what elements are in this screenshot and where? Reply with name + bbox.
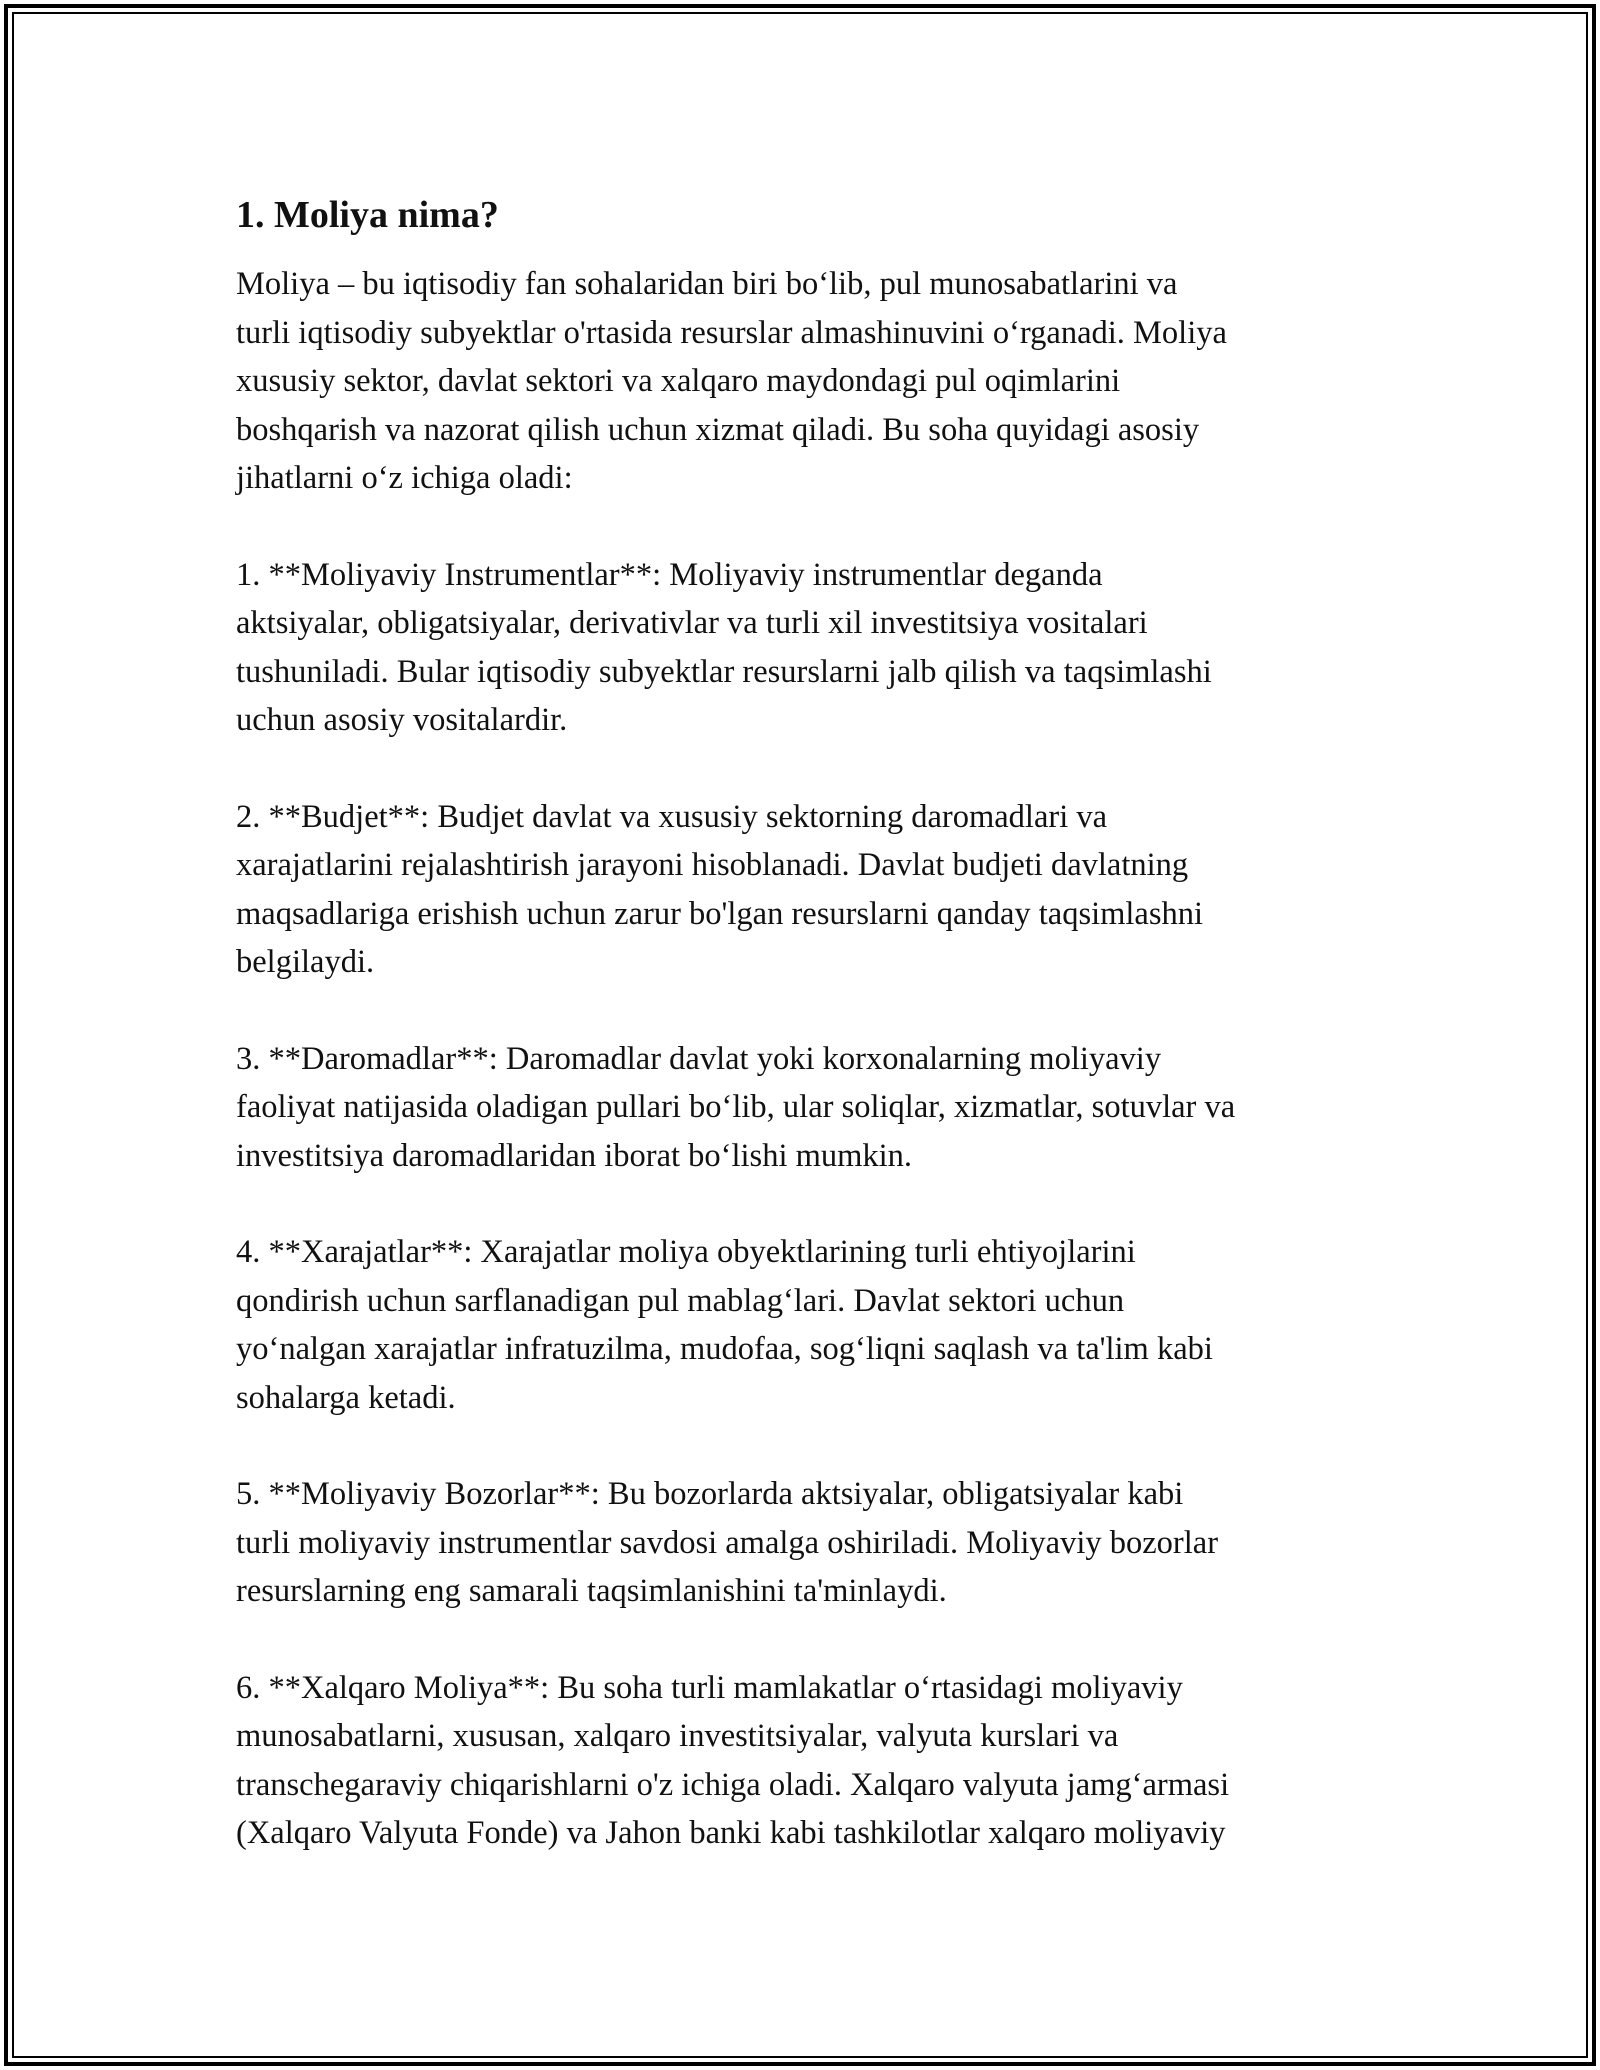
paragraph-line: qondirish uchun sarflanadigan pul mablag‘lari. Davlat sektori uchun xyxy=(236,1282,1125,1319)
document-heading: 1. Moliya nima? xyxy=(236,194,499,236)
paragraph-line: resurslarning eng samarali taqsimlanishini ta'minlaydi. xyxy=(236,1573,947,1609)
paragraph-line: belgilaydi. xyxy=(236,944,375,980)
paragraph-line: Moliya – bu iqtisodiy fan sohalaridan biri bo‘lib, pul munosabatlarini va xyxy=(236,266,1178,302)
paragraph-line: munosabatlarni, xususan, xalqaro investitsiyalar, valyuta kurslari va xyxy=(236,1718,1119,1754)
paragraph-line: xususiy sektor, davlat sektori va xalqaro maydondagi pul oqimlarini xyxy=(236,363,1121,399)
paragraph-line: yo‘nalgan xarajatlar infratuzilma, mudofaa, sog‘liqni saqlash va ta'lim kabi xyxy=(236,1331,1213,1367)
paragraph-line: tushuniladi. Bular iqtisodiy subyektlar resurslarni jalb qilish va taqsimlashi xyxy=(236,653,1212,690)
paragraph-line: 1. **Moliyaviy Instrumentlar**: Moliyaviy instrumentlar deganda xyxy=(236,556,1103,593)
item-instrumentlar xyxy=(236,551,1376,745)
paragraph-line: (Xalqaro Valyuta Fonde) va Jahon banki kabi tashkilotlar xalqaro moliyaviy xyxy=(236,1815,1226,1851)
paragraph-line: 4. **Xarajatlar**: Xarajatlar moliya obyektlarining turli ehtiyojlarini xyxy=(236,1234,1136,1270)
item-xalqaro-moliya xyxy=(236,1664,1376,1858)
paragraph-line: faoliyat natijasida oladigan pullari bo‘lib, ular soliqlar, xizmatlar, sotuvlar va xyxy=(236,1089,1236,1125)
intro-paragraph xyxy=(236,260,1376,503)
paragraph-line: maqsadlariga erishish uchun zarur bo'lgan resurslarni qanday taqsimlashni xyxy=(236,895,1204,932)
paragraph-line: xarajatlarini rejalashtirish jarayoni hisoblanadi. Davlat budjeti davlatning xyxy=(236,847,1189,883)
item-daromadlar xyxy=(236,1035,1376,1181)
paragraph-line: transchegaraviy chiqarishlarni o'z ichiga oladi. Xalqaro valyuta jamg‘armasi xyxy=(236,1766,1230,1803)
paragraph-line: 2. **Budjet**: Budjet davlat va xususiy sektorning daromadlari va xyxy=(236,798,1108,835)
paragraph-line: turli iqtisodiy subyektlar o'rtasida resurslar almashinuvini o‘rganadi. Moliya xyxy=(236,314,1227,351)
paragraph-line: 5. **Moliyaviy Bozorlar**: Bu bozorlarda aktsiyalar, obligatsiyalar kabi xyxy=(236,1476,1184,1512)
item-moliyaviy-bozorlar xyxy=(236,1470,1376,1616)
document-body xyxy=(236,190,1376,1906)
item-budjet xyxy=(236,793,1376,987)
paragraph-line: jihatlarni o‘z ichiga oladi: xyxy=(236,460,573,496)
paragraph-line: sohalarga ketadi. xyxy=(236,1379,456,1416)
paragraph-line: aktsiyalar, obligatsiyalar, derivativlar va turli xil investitsiya vositalari xyxy=(236,605,1148,641)
paragraph-line: uchun asosiy vositalardir. xyxy=(236,702,568,738)
paragraph-line: 6. **Xalqaro Moliya**: Bu soha turli mamlakatlar o‘rtasidagi moliyaviy xyxy=(236,1669,1183,1706)
paragraph-line: turli moliyaviy instrumentlar savdosi amalga oshiriladi. Moliyaviy bozorlar xyxy=(236,1524,1219,1561)
paragraph-line: investitsiya daromadlaridan iborat bo‘lishi mumkin. xyxy=(236,1137,913,1174)
paragraph-line: boshqarish va nazorat qilish uchun xizmat qiladi. Bu soha quyidagi asosiy xyxy=(236,411,1200,448)
item-xarajatlar xyxy=(236,1228,1376,1422)
paragraph-line: 3. **Daromadlar**: Daromadlar davlat yoki korxonalarning moliyaviy xyxy=(236,1040,1162,1077)
